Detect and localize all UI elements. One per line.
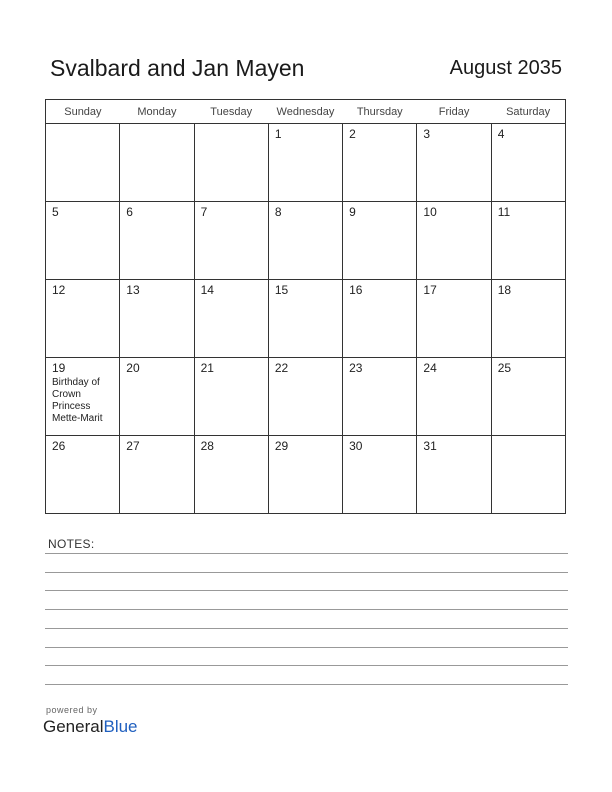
day-cell[interactable] bbox=[46, 358, 120, 436]
day-cell[interactable] bbox=[491, 202, 565, 280]
week-row bbox=[46, 436, 566, 514]
day-number: 1 bbox=[274, 127, 282, 141]
day-cell[interactable] bbox=[343, 436, 417, 514]
day-cell[interactable] bbox=[417, 436, 491, 514]
day-cell[interactable] bbox=[343, 124, 417, 202]
weekday-header-row bbox=[46, 100, 566, 124]
note-line bbox=[45, 609, 568, 610]
day-number: 5 bbox=[52, 205, 59, 219]
note-line bbox=[45, 628, 568, 629]
day-number: 14 bbox=[200, 283, 214, 297]
calendar-grid bbox=[45, 99, 566, 514]
day-cell[interactable] bbox=[46, 202, 120, 280]
week-row bbox=[46, 358, 566, 436]
powered-by-text: powered by bbox=[46, 705, 98, 715]
day-cell[interactable] bbox=[417, 202, 491, 280]
weekday-header: Monday bbox=[120, 100, 194, 124]
note-line bbox=[45, 684, 568, 685]
day-number: 2 bbox=[349, 127, 356, 141]
week-row bbox=[46, 124, 566, 202]
weekday-header: Sunday bbox=[46, 100, 120, 124]
week-row bbox=[46, 280, 566, 358]
day-cell[interactable] bbox=[417, 358, 491, 436]
day-cell[interactable] bbox=[46, 124, 120, 202]
week-row bbox=[46, 202, 566, 280]
day-number: 25 bbox=[497, 361, 512, 375]
day-cell[interactable] bbox=[343, 280, 417, 358]
day-number: 7 bbox=[200, 205, 208, 219]
day-cell[interactable] bbox=[343, 202, 417, 280]
day-cell[interactable] bbox=[491, 280, 565, 358]
note-line bbox=[45, 572, 568, 573]
day-cell[interactable] bbox=[120, 202, 194, 280]
day-cell[interactable] bbox=[268, 124, 342, 202]
day-number: 24 bbox=[423, 361, 437, 375]
day-number: 6 bbox=[126, 205, 133, 219]
weekday-header: Thursday bbox=[343, 100, 417, 124]
weekday-header: Friday bbox=[417, 100, 491, 124]
day-number: 13 bbox=[126, 283, 140, 297]
day-number: 29 bbox=[274, 439, 289, 453]
day-cell[interactable] bbox=[194, 124, 268, 202]
day-number: 26 bbox=[52, 439, 66, 453]
day-cell[interactable] bbox=[491, 436, 565, 514]
day-number: 23 bbox=[349, 361, 363, 375]
day-number: 12 bbox=[52, 283, 66, 297]
day-cell[interactable] bbox=[194, 202, 268, 280]
day-cell[interactable] bbox=[417, 124, 491, 202]
day-cell[interactable] bbox=[194, 280, 268, 358]
note-line bbox=[45, 590, 568, 591]
day-cell[interactable] bbox=[417, 280, 491, 358]
day-number: 9 bbox=[349, 205, 356, 219]
day-number: 21 bbox=[200, 361, 214, 375]
weekday-header: Tuesday bbox=[194, 100, 268, 124]
calendar-title: Svalbard and Jan Mayen bbox=[50, 55, 305, 81]
note-line bbox=[45, 665, 568, 666]
day-cell[interactable] bbox=[120, 436, 194, 514]
day-cell[interactable] bbox=[120, 280, 194, 358]
day-number: 28 bbox=[200, 439, 214, 453]
weekday-header: Saturday bbox=[491, 100, 565, 124]
day-number: 27 bbox=[126, 439, 140, 453]
day-number: 16 bbox=[349, 283, 363, 297]
notes-label: NOTES: bbox=[48, 537, 95, 551]
day-number: 31 bbox=[423, 439, 437, 453]
month-year: August 2035 bbox=[449, 57, 562, 79]
day-cell[interactable] bbox=[491, 358, 565, 436]
generalblue-logo[interactable] bbox=[43, 717, 138, 737]
day-number: 10 bbox=[423, 205, 437, 219]
day-number: 4 bbox=[497, 127, 505, 141]
day-cell[interactable] bbox=[268, 436, 342, 514]
day-cell[interactable] bbox=[194, 358, 268, 436]
note-line bbox=[45, 553, 568, 554]
day-cell[interactable] bbox=[268, 358, 342, 436]
day-number: 30 bbox=[349, 439, 363, 453]
day-cell[interactable] bbox=[268, 202, 342, 280]
day-number: 11 bbox=[497, 205, 511, 219]
day-number: 8 bbox=[274, 205, 282, 219]
day-cell[interactable] bbox=[268, 280, 342, 358]
day-cell[interactable] bbox=[343, 358, 417, 436]
day-number: 17 bbox=[423, 283, 437, 297]
holiday-label: Birthday of Crown Princess Mette-Marit bbox=[52, 377, 103, 424]
day-number: 19 bbox=[52, 361, 66, 375]
day-number: 20 bbox=[126, 361, 140, 375]
day-number: 22 bbox=[274, 361, 289, 375]
day-cell[interactable] bbox=[120, 358, 194, 436]
brand-blue: Blue bbox=[103, 717, 138, 736]
brand-general: General bbox=[43, 717, 104, 736]
day-number: 15 bbox=[274, 283, 289, 297]
day-number: 18 bbox=[497, 283, 512, 297]
day-cell[interactable] bbox=[120, 124, 194, 202]
day-number: 3 bbox=[423, 127, 431, 141]
day-cell[interactable] bbox=[46, 436, 120, 514]
weekday-header: Wednesday bbox=[268, 100, 342, 124]
note-line bbox=[45, 647, 568, 648]
day-cell[interactable] bbox=[194, 436, 268, 514]
day-cell[interactable] bbox=[491, 124, 565, 202]
day-cell[interactable] bbox=[46, 280, 120, 358]
